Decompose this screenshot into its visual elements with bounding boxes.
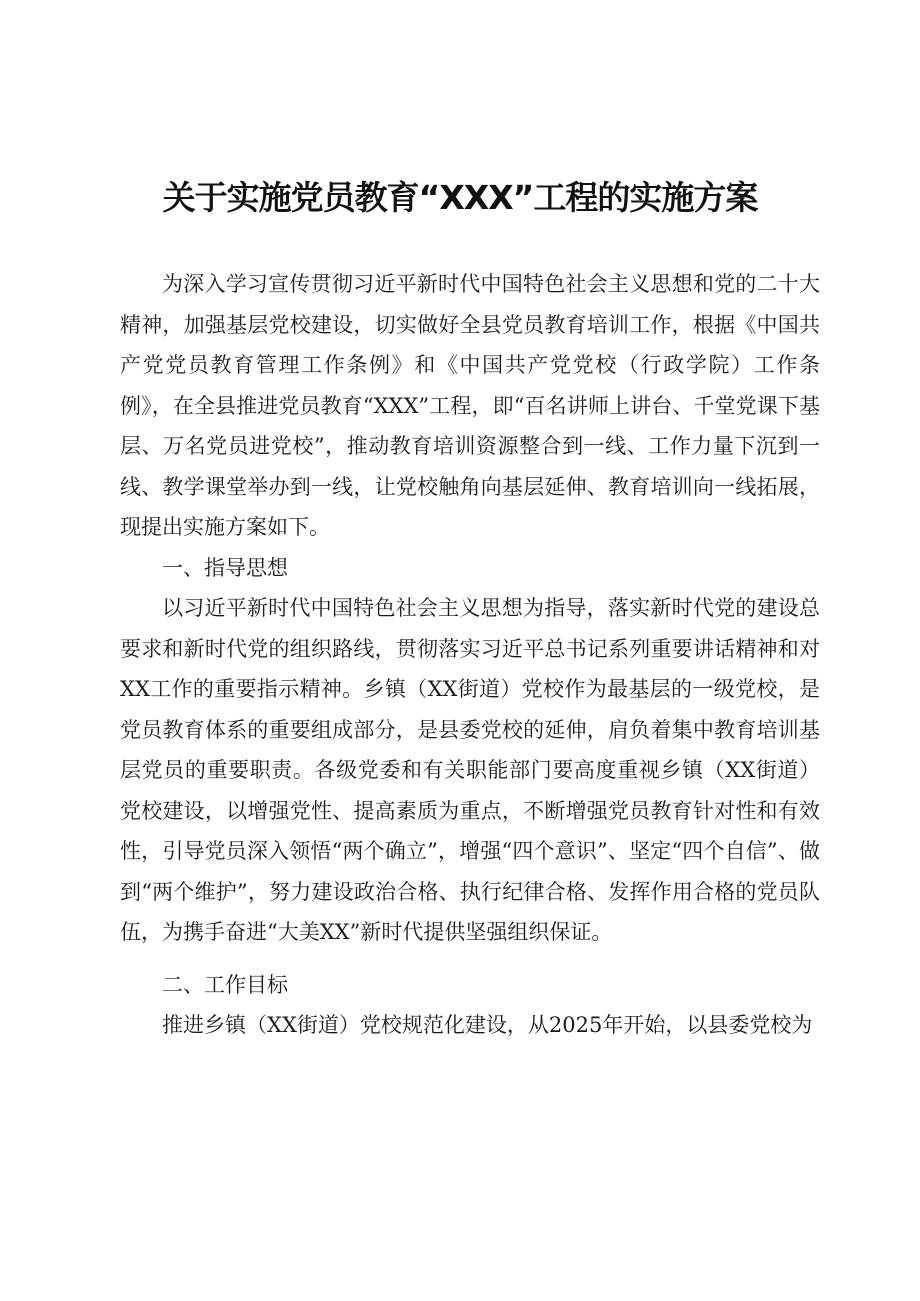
- document-title: 关于实施党员教育“XXX”工程的实施方案: [162, 178, 758, 217]
- section-heading-work-goals: 二、工作目标: [162, 972, 288, 997]
- work-goals-paragraph: 推进乡镇（XX街道）党校规范化建设，从2025年开始，以县委党校为: [162, 1013, 813, 1037]
- section-heading-guiding-ideology: 一、指导思想: [162, 555, 288, 580]
- intro-paragraph: 为深入学习宣传贯彻习近平新时代中国特色社会主义思想和党的二十大精神，加强基层党校建设，切实做好全县党员教育培训工作，根据《中国共产党党员教育管理工作条例》和《中国共产党党校（行政学院）工作条例》，在全县推进党员教育“XXX”工程，即“百名讲师上讲台、千堂党课下基层、万名党员进党校”，推动教育培训资源整合到一线、工作力量下沉到一线、教学课堂举办到一线，让党校触角向基层延伸、教育培训向一线拓展，现提出实施方案如下。: [120, 272, 820, 539]
- document-body: [120, 264, 820, 1046]
- guiding-ideology-paragraph: 以习近平新时代中国特色社会主义思想为指导，落实新时代党的建设总要求和新时代党的组织路线，贯彻落实习近平总书记系列重要讲话精神和对XX工作的重要指示精神。乡镇（XX街道）党校作为最基层的一级党校，是党员教育体系的重要组成部分，是县委党校的延伸，肩负着集中教育培训基层党员的重要职责。各级党委和有关职能部门要高度重视乡镇（XX街道）党校建设，以增强党性、提高素质为重点，不断增强党员教育针对性和有效性，引导党员深入领悟“两个确立”，增强“四个意识”、坚定“四个自信”、做到“两个维护”，努力建设政治合格、执行纪律合格、发挥作用合格的党员队伍，为携手奋进“大美XX”新时代提供坚强组织保证。: [120, 596, 820, 944]
